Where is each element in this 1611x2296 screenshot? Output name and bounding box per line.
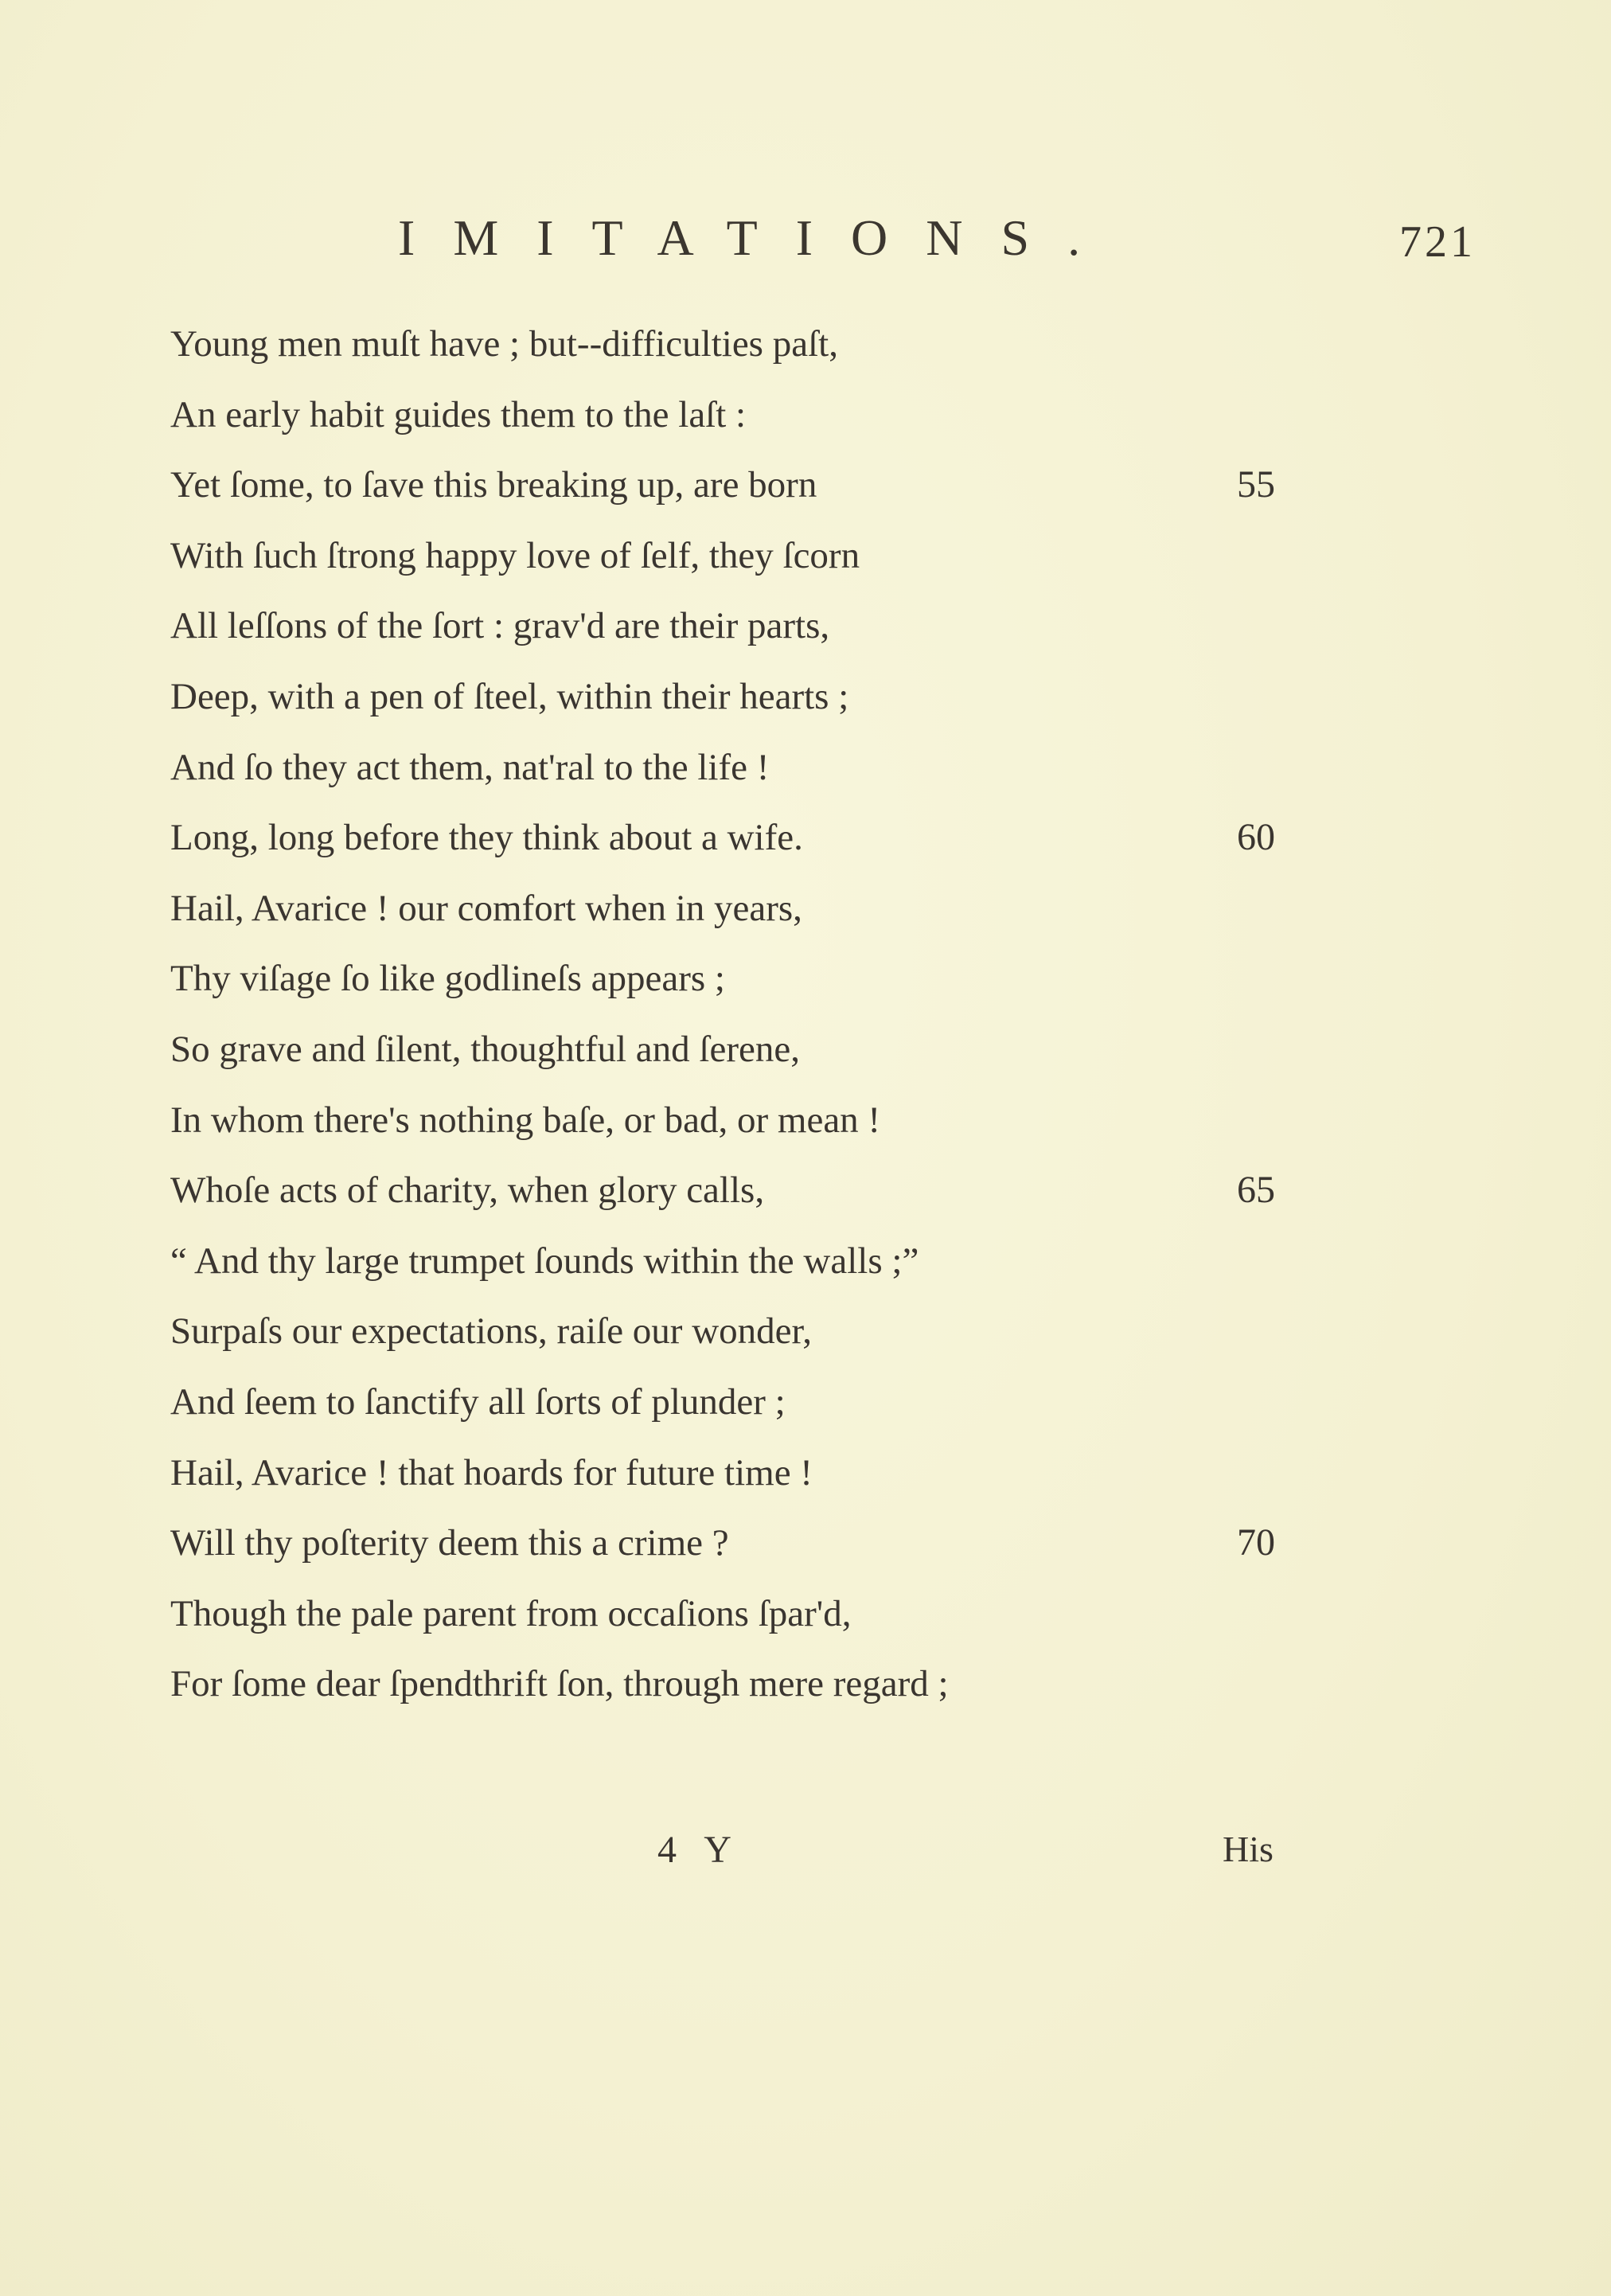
poem-line-text: Deep, with a pen of ſteel, within their hearts ; (170, 675, 849, 717)
poem-line (170, 802, 1301, 873)
poem-line-text: Hail, Avarice ! our comfort when in years, (170, 887, 802, 929)
poem-line (170, 943, 1301, 1014)
poem-line-text: “ And thy large trumpet ſounds within the walls ;” (170, 1240, 919, 1282)
poem-line-text: Yet ſome, to ſave this breaking up, are born (170, 464, 817, 506)
poem-line-text: Hail, Avarice ! that hoards for future time ! (170, 1451, 813, 1494)
line-number: 60 (1237, 816, 1275, 859)
page-number: 721 (1399, 217, 1476, 267)
poem-line (170, 1649, 1301, 1720)
poem-line (170, 1296, 1301, 1367)
poem-line-text: So grave and ſilent, thoughtful and ſerene, (170, 1028, 800, 1070)
poem-line-text: In whom there's nothing baſe, or bad, or mean ! (170, 1099, 881, 1141)
line-number: 55 (1237, 463, 1275, 506)
poem-line (170, 521, 1301, 592)
poem-line (170, 309, 1301, 380)
poem-line-text: And ſeem to ſanctify all ſorts of plunder ; (170, 1380, 786, 1423)
poem-line (170, 1367, 1301, 1438)
poem-line-text: Surpaſs our expectations, raiſe our wonder, (170, 1310, 813, 1353)
running-title: IMITATIONS. (398, 209, 1119, 266)
poem-line (170, 1226, 1301, 1297)
poem-line-text: Young men muſt have ; but--difficulties paſt, (170, 323, 838, 365)
poem-line (170, 1155, 1301, 1226)
poem-line-text: Long, long before they think about a wife. (170, 817, 803, 859)
poem-line (170, 1438, 1301, 1509)
poem-line (170, 450, 1301, 521)
poem-line (170, 732, 1301, 803)
poem-line-text: Whoſe acts of charity, when glory calls, (170, 1169, 765, 1212)
poem-text (170, 309, 1301, 1720)
poem-line (170, 380, 1301, 451)
catchword: His (1223, 1829, 1274, 1869)
poem-line-text: An early habit guides them to the laſt : (170, 393, 747, 435)
poem-line (170, 1085, 1301, 1156)
line-number: 65 (1237, 1169, 1275, 1212)
poem-line-text: And ſo they act them, nat'ral to the life ! (170, 746, 770, 788)
poem-line (170, 1508, 1301, 1579)
line-number: 70 (1237, 1521, 1275, 1564)
poem-line-text: With ſuch ſtrong happy love of ſelf, they ſcorn (170, 534, 860, 576)
poem-line-text: Though the pale parent from occaſions ſpar'd, (170, 1592, 852, 1634)
poem-line-text: Will thy poſterity deem this a crime ? (170, 1522, 729, 1564)
poem-line (170, 662, 1301, 732)
poem-line (170, 1579, 1301, 1650)
signature-mark: 4 Y (657, 1829, 741, 1871)
poem-line (170, 1014, 1301, 1085)
poem-line (170, 873, 1301, 944)
poem-line (170, 591, 1301, 662)
poem-line-text: All leſſons of the ſort : grav'd are their parts, (170, 605, 830, 647)
poem-line-text: For ſome dear ſpendthrift ſon, through mere regard ; (170, 1663, 949, 1705)
poem-line-text: Thy viſage ſo like godlineſs appears ; (170, 958, 725, 1000)
